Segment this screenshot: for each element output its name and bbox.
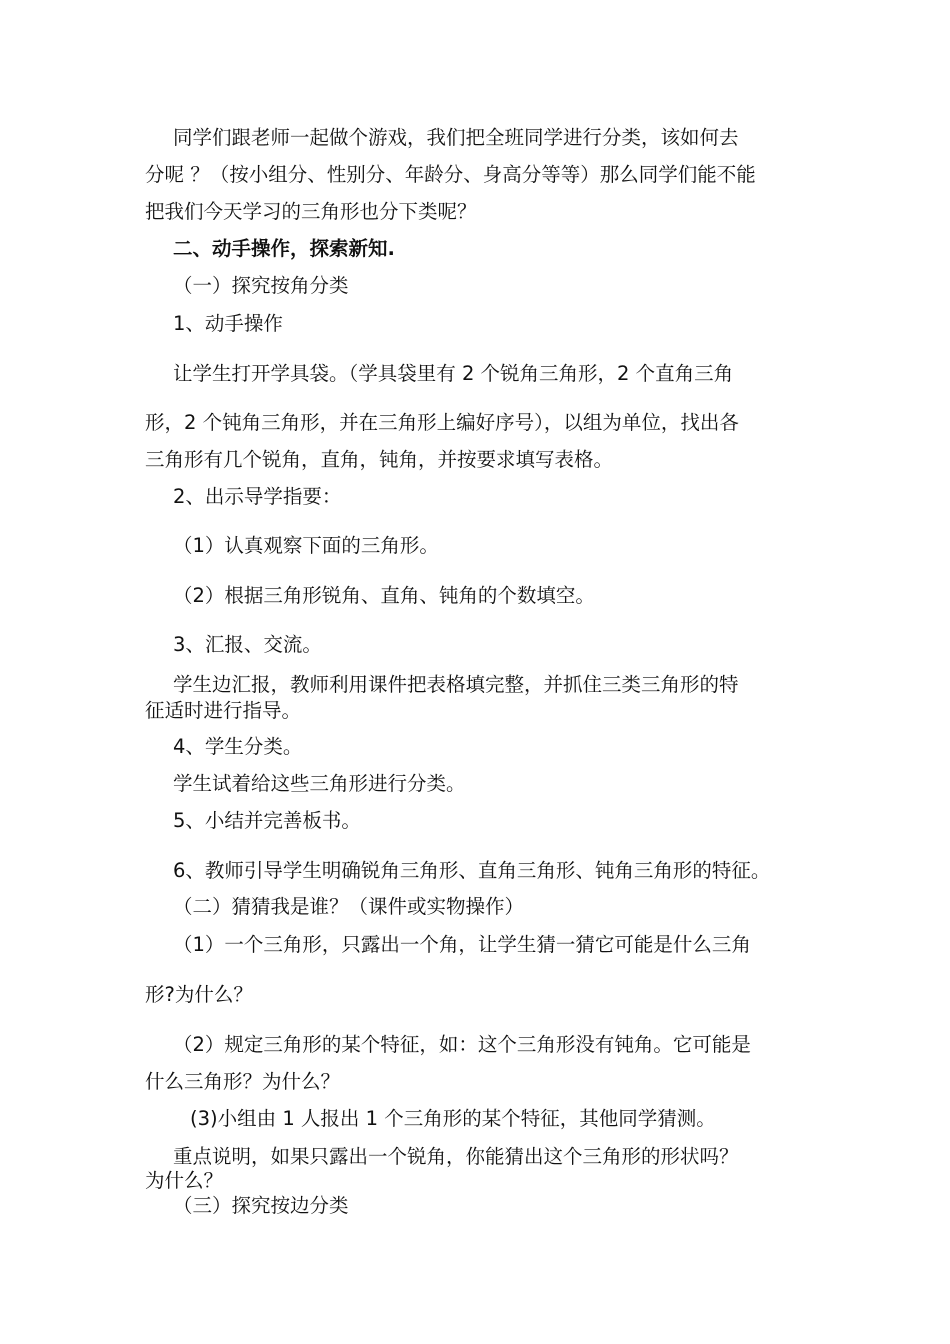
paragraph-line: 重点说明，如果只露出一个锐角，你能猜出这个三角形的形状吗？ (173, 1145, 739, 1168)
paragraph-line: （2）根据三角形锐角、直角、钝角的个数填空。 (173, 584, 595, 607)
paragraph-line: （2）规定三角形的某个特征，如：这个三角形没有钝角。它可能是 (173, 1033, 751, 1056)
paragraph-line: （1）一个三角形，只露出一个角，让学生猜一猜它可能是什么三角 (173, 933, 751, 956)
paragraph-line: 让学生打开学具袋。（学具袋里有 2 个锐角三角形，2 个直角三角 (173, 362, 734, 385)
paragraph-line: 4、学生分类。 (173, 735, 303, 758)
subsection-heading: （三）探究按边分类 (173, 1194, 349, 1217)
paragraph-line: 形?为什么？ (145, 983, 253, 1006)
paragraph-line: 为什么？ (145, 1169, 224, 1192)
paragraph-line: 5、小结并完善板书。 (173, 809, 361, 832)
paragraph-line: 学生试着给这些三角形进行分类。 (173, 772, 466, 795)
paragraph-line: 6、教师引导学生明确锐角三角形、直角三角形、钝角三角形的特征。 (173, 859, 771, 882)
paragraph-line: 三角形有几个锐角，直角，钝角，并按要求填写表格。 (145, 448, 614, 471)
paragraph-line: 分呢 ？（按小组分、性别分、年龄分、身高分等等）那么同学们能不能 (145, 163, 756, 186)
section-heading: 二、动手操作，探索新知. (173, 237, 395, 260)
paragraph-line: （1）认真观察下面的三角形。 (173, 534, 439, 557)
paragraph-line: 把我们今天学习的三角形也分下类呢？ (145, 200, 477, 223)
paragraph-line: 1、动手操作 (173, 312, 283, 335)
paragraph-line: 3、汇报、交流。 (173, 633, 322, 656)
paragraph-line: (3)小组由 1 人报出 1 个三角形的某个特征，其他同学猜测。 (190, 1107, 716, 1130)
paragraph-line: 形，2 个钝角三角形，并在三角形上编好序号），以组为单位，找出各 (145, 411, 739, 434)
subsection-heading: （二）猜猜我是谁？（课件或实物操作） (173, 895, 525, 918)
paragraph-line: 征适时进行指导。 (145, 699, 302, 722)
subsection-heading: （一）探究按角分类 (173, 274, 349, 297)
paragraph-line: 同学们跟老师一起做个游戏，我们把全班同学进行分类，该如何去 (173, 126, 739, 149)
paragraph-line: 什么三角形？为什么？ (145, 1070, 341, 1093)
paragraph-line: 学生边汇报，教师利用课件把表格填完整，并抓住三类三角形的特 (173, 673, 739, 696)
paragraph-line: 2、出示导学指要： (173, 485, 342, 508)
